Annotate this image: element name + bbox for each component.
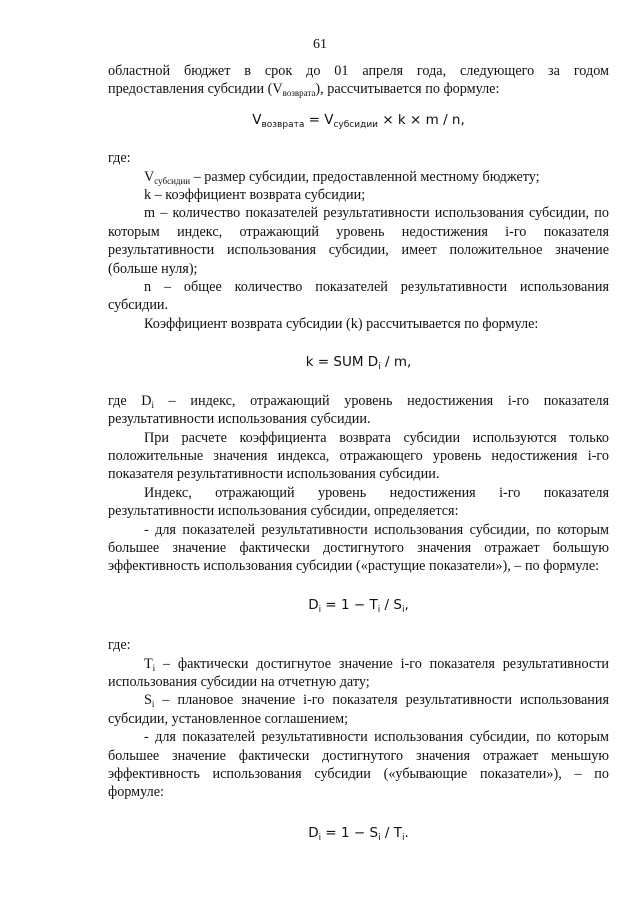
subscript: i xyxy=(378,362,381,373)
formula-part: = V xyxy=(304,111,334,128)
formula-part: . xyxy=(404,824,409,841)
text-span: ), рассчитывается по формуле: xyxy=(315,81,500,98)
text-line: областной бюджет в срок до 01 апреля года, следующего за годом xyxy=(108,63,609,79)
text-span: предоставления субсидии (V xyxy=(108,81,283,98)
formula-part: / S xyxy=(380,596,402,613)
paragraph-k-formula-intro: Коэффициент возврата субсидии (k) рассчитывается по формуле: xyxy=(144,315,539,332)
formula-di-decreasing xyxy=(108,824,609,842)
subscript: i xyxy=(401,604,405,615)
subscript: i xyxy=(377,604,381,615)
subscript: i xyxy=(318,832,322,843)
subscript: i xyxy=(151,399,155,410)
formula-part: = 1 − T xyxy=(321,596,378,613)
text-span: – фактически достигнутое значение i-го показателя результативности использования субсидии на отчетную дату; xyxy=(108,655,609,690)
where-label: где: xyxy=(108,150,131,167)
subscript: возврата xyxy=(282,88,316,99)
formula-part: D xyxy=(308,824,319,841)
formula-part: / T xyxy=(380,824,402,841)
subscript: субсидии xyxy=(154,175,191,186)
text-span: T xyxy=(144,655,153,672)
paragraph-index-defined: Индекс, отражающий уровень недостижения i-го показателя результативности использования субсидии, определяется: xyxy=(108,484,609,520)
formula-part: D xyxy=(308,596,319,613)
where-label: где: xyxy=(108,637,131,654)
subscript: субсидии xyxy=(333,119,379,130)
text-span: V xyxy=(144,168,155,185)
text-span: – размер субсидии, предоставленной местному бюджету; xyxy=(190,168,540,185)
text-span: где D xyxy=(108,392,152,409)
formula-part: = 1 − S xyxy=(321,824,379,841)
document-body xyxy=(108,62,609,842)
paragraph-intro xyxy=(108,62,609,80)
subscript: i xyxy=(378,832,381,843)
def-m: m – количество показателей результативности использования субсидии, по которым индекс, отражающий уровень недостижения i-го показателя результативности использования субсидии, имеет положительное значение (больше нуля); xyxy=(108,205,609,277)
def-di xyxy=(108,392,609,429)
formula-part: V xyxy=(252,111,262,128)
formula-v-return xyxy=(108,111,609,129)
paragraph-intro-cont xyxy=(108,80,609,98)
def-v-subsidy xyxy=(108,168,609,186)
def-n: n – общее количество показателей результативности использования субсидии. xyxy=(108,279,609,314)
formula-part: k = SUM D xyxy=(305,354,379,371)
text-span: – плановое значение i-го показателя результативности использования субсидии, установленное соглашением; xyxy=(108,692,609,727)
def-ti xyxy=(108,655,609,692)
subscript: i xyxy=(401,832,405,843)
formula-di-growing xyxy=(108,596,609,614)
formula-k xyxy=(108,353,609,371)
paragraph-decreasing-indicators: - для показателей результативности использования субсидии, по которым большее значение фактически достигнутого значения отражает меньшую эффективность использования субсидии («убывающие показатели»), – по формуле: xyxy=(108,729,609,801)
def-k: k – коэффициент возврата субсидии; xyxy=(144,187,366,204)
text-span: S xyxy=(144,692,152,709)
subscript: i xyxy=(151,699,155,710)
paragraph-positive-values: При расчете коэффициента возврата субсидии используются только положительные значения индекса, отражающего уровень недостижения i-го показателя результативности использования субсидии. xyxy=(108,429,609,483)
formula-part: / m, xyxy=(380,354,412,371)
subscript: возврата xyxy=(261,119,305,130)
subscript: i xyxy=(152,662,156,673)
paragraph-growing-indicators: - для показателей результативности использования субсидии, по которым большее значение фактически достигнутого значения отражает большую эффективность использования субсидии («растущие показатели»), – по формуле: xyxy=(108,521,609,575)
page-number: 61 xyxy=(313,37,327,52)
formula-part: × k × m / n, xyxy=(378,111,465,128)
def-si xyxy=(108,691,609,728)
formula-part: , xyxy=(404,596,409,613)
text-span: – индекс, отражающий уровень недостижения i-го показателя результативности использования субсидии. xyxy=(108,392,609,428)
subscript: i xyxy=(318,604,322,615)
